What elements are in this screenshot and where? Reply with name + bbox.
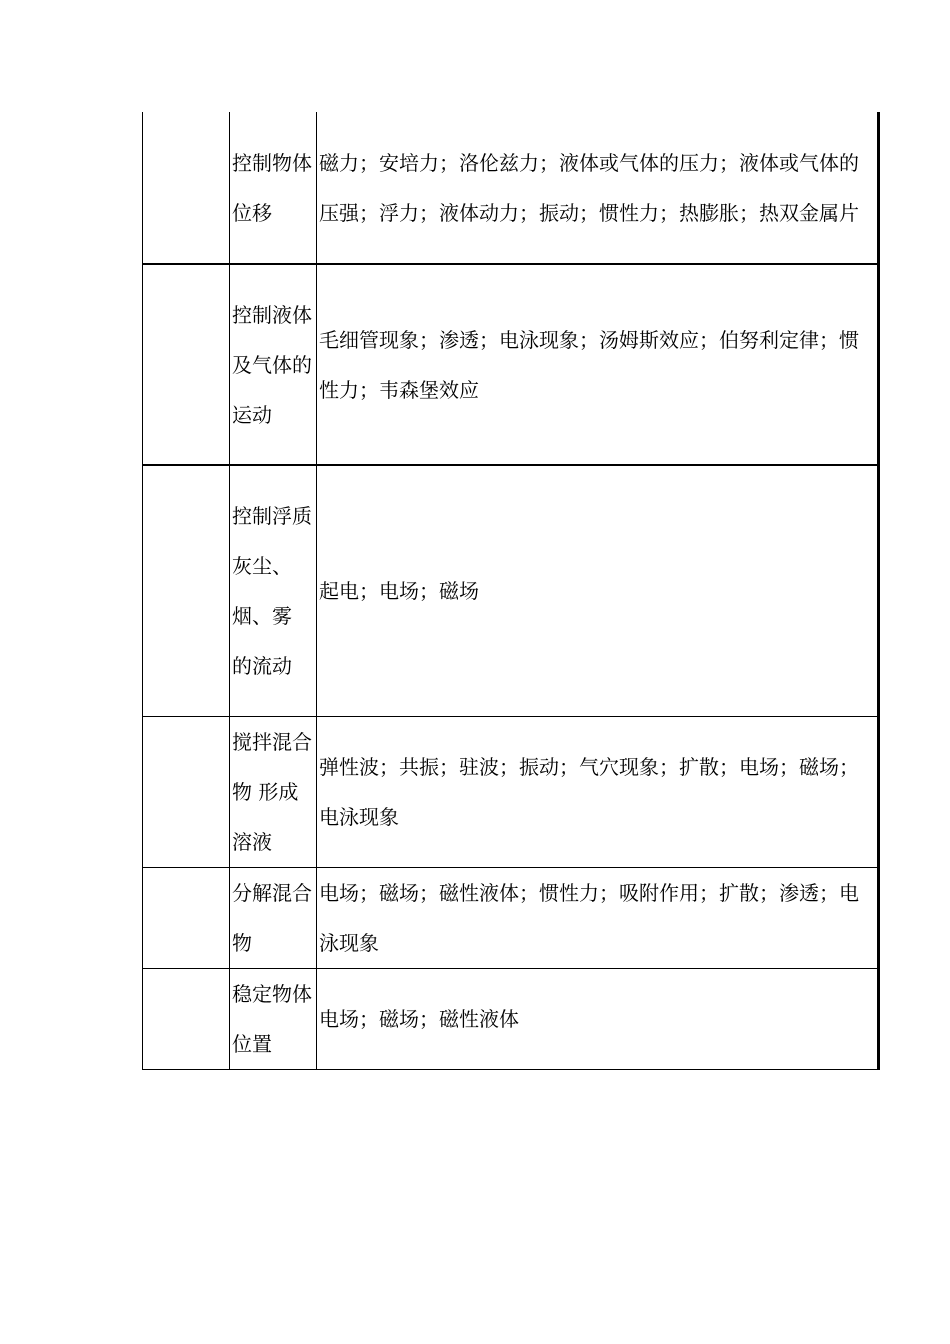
table-row [143, 465, 879, 716]
effects-cell: 毛细管现象；渗透；电泳现象；汤姆斯效应；伯努利定律；惯性力；韦森堡效应 [317, 264, 879, 465]
effects-cell: 起电；电场；磁场 [317, 465, 879, 716]
effects-table [142, 112, 880, 1070]
blank-cell [143, 465, 230, 716]
function-cell: 分解混合物 [230, 867, 317, 968]
function-cell: 控制物体位移 [230, 112, 317, 264]
effects-cell: 电场；磁场；磁性液体；惯性力；吸附作用；扩散；渗透；电泳现象 [317, 867, 879, 968]
blank-cell [143, 867, 230, 968]
table-row [143, 867, 879, 968]
blank-cell [143, 716, 230, 867]
table-row [143, 264, 879, 465]
function-cell: 搅拌混合物 形成溶液 [230, 716, 317, 867]
table-row [143, 968, 879, 1069]
effects-table-container [142, 112, 880, 1070]
blank-cell [143, 112, 230, 264]
effects-cell: 弹性波；共振；驻波；振动；气穴现象；扩散；电场；磁场；电泳现象 [317, 716, 879, 867]
blank-cell [143, 264, 230, 465]
function-cell: 稳定物体位置 [230, 968, 317, 1069]
table-row [143, 716, 879, 867]
effects-cell: 磁力；安培力；洛伦兹力；液体或气体的压力；液体或气体的压强；浮力；液体动力；振动；惯性力；热膨胀；热双金属片 [317, 112, 879, 264]
effects-cell: 电场；磁场；磁性液体 [317, 968, 879, 1069]
blank-cell [143, 968, 230, 1069]
function-cell: 控制浮质 灰尘、烟、雾 的流动 [230, 465, 317, 716]
function-cell: 控制液体及气体的运动 [230, 264, 317, 465]
table-row [143, 112, 879, 264]
